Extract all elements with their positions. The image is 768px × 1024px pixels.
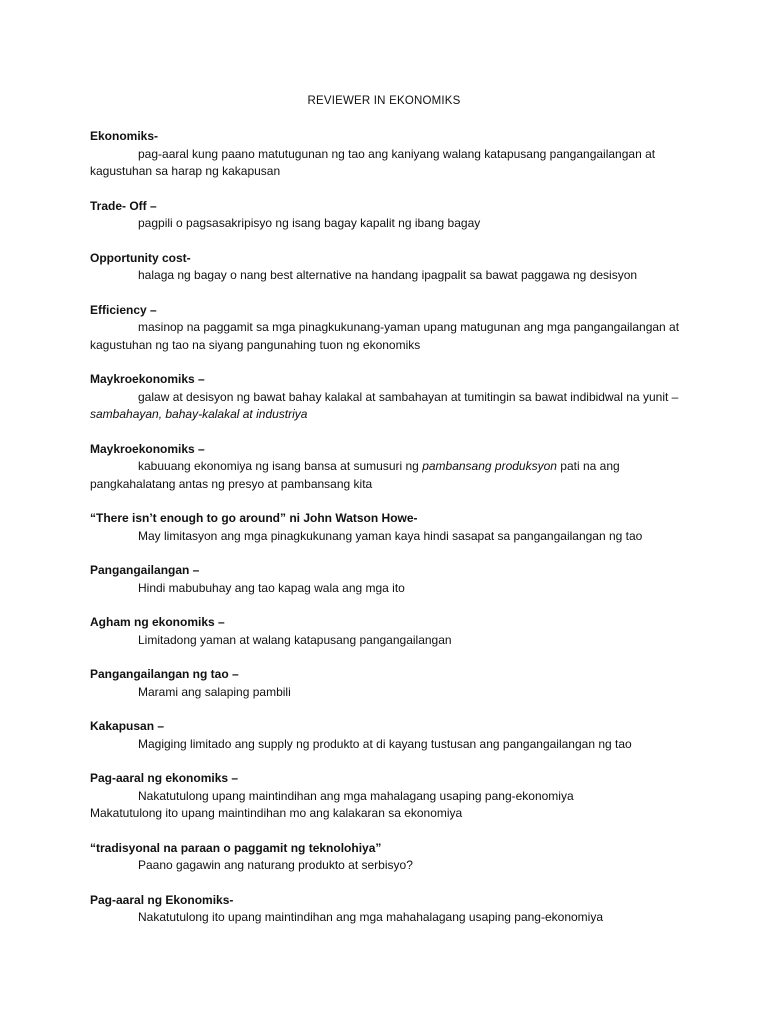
entry-tradisyonal-na-paraan: [90, 840, 680, 875]
entry-agham-ng-ekonomiks: [90, 614, 680, 649]
entry-definition: May limitasyon ang mga pinagkukunang yaman kaya hindi sasapat sa pangangailangan ng tao: [138, 528, 643, 543]
entry-definition-line-2: Makatutulong ito upang maintindihan mo ang kalakaran sa ekonomiya: [90, 806, 463, 820]
entry-john-watson-howe: [90, 510, 680, 545]
entry-definition: Nakatutulong upang maintindihan ang mga mahalagang usaping pang-ekonomiya: [138, 788, 574, 803]
entry-pag-aaral-ng-ekonomiks: [90, 770, 680, 823]
entry-definition: [90, 458, 680, 493]
entry-opportunity-cost: [90, 250, 680, 285]
definition-italic-text: sambahayan, bahay-kalakal at industriya: [90, 407, 308, 421]
entry-definition: Paano gagawin ang naturang produkto at serbisyo?: [138, 858, 413, 872]
entry-definition: Marami ang salaping pambili: [138, 684, 291, 699]
entry-maykroekonomiks-1: [90, 371, 680, 424]
definition-text: kabuuang ekonomiya ng isang bansa at sumusuri ng: [138, 459, 423, 473]
entry-definition: Nakatutulong ito upang maintindihan ang mga mahahalagang usaping pang-ekonomiya: [138, 910, 603, 924]
definition-italic-text: pambansang produksyon: [422, 459, 557, 473]
entry-efficiency: [90, 302, 680, 355]
entry-definition: pag-aaral kung paano matutugunan ng tao ang kaniyang walang katapusang pangangailangan at kagustuhan sa harap ng kakapusan: [90, 146, 656, 178]
entry-trade-off: [90, 198, 680, 233]
entry-term: Pangangailangan –: [90, 563, 200, 577]
entry-definition: halaga ng bagay o nang best alternative na handang ipagpalit sa bawat paggawa ng desisyon: [138, 268, 638, 282]
entry-term: Opportunity cost-: [90, 250, 191, 265]
entry-maykroekonomiks-2: [90, 441, 680, 494]
entry-pangangailangan: [90, 562, 680, 597]
entry-term: Pag-aaral ng ekonomiks –: [90, 771, 239, 785]
entry-term: Ekonomiks-: [90, 129, 159, 143]
entry-list: [90, 128, 680, 944]
entry-term: Agham ng ekonomiks –: [90, 615, 225, 629]
entry-pag-aaral-ng-ekonomiks-2: [90, 892, 680, 927]
entry-kakapusan: [90, 718, 680, 753]
entry-term: “There isn’t enough to go around” ni John Watson Howe-: [90, 511, 418, 525]
entry-definition: Hindi mabubuhay ang tao kapag wala ang mga ito: [138, 580, 405, 595]
definition-text: galaw at desisyon ng bawat bahay kalakal at sambahayan at tumitingin sa bawat indibidwal na yunit –: [138, 389, 679, 404]
entry-term: Kakapusan –: [90, 719, 165, 733]
entry-definition: pagpili o pagsasakripisyo ng isang bagay kapalit ng ibang bagay: [138, 216, 481, 230]
entry-term: Efficiency –: [90, 302, 157, 317]
entry-definition: Limitadong yaman at walang katapusang pangangailangan: [138, 632, 452, 647]
entry-term: Maykroekonomiks –: [90, 441, 205, 456]
definition-text-cont: pati na ang pangkahalatang antas ng presyo at pambansang kita: [90, 459, 620, 491]
entry-term: Maykroekonomiks –: [90, 372, 205, 386]
entry-pangangailangan-ng-tao: [90, 666, 680, 701]
entry-term: Trade- Off –: [90, 198, 157, 213]
entry-term: Pangangailangan ng tao –: [90, 667, 239, 681]
entry-term: “tradisyonal na paraan o paggamit ng teknolohiya”: [90, 840, 382, 855]
entry-definition: masinop na paggamit sa mga pinagkukunang-yaman upang matugunan ang mga pangangailangan at kagustuhan ng tao na siyang pangunahing tuon ng ekonomiks: [90, 320, 680, 352]
document-title: REVIEWER IN EKONOMIKS: [307, 95, 461, 107]
entry-ekonomiks: [90, 128, 680, 181]
entry-definition: Magiging limitado ang supply ng produkto at di kayang tustusan ang pangangailangan ng tao: [138, 736, 632, 751]
entry-definition: [90, 389, 680, 424]
entry-term: Pag-aaral ng Ekonomiks-: [90, 892, 234, 907]
